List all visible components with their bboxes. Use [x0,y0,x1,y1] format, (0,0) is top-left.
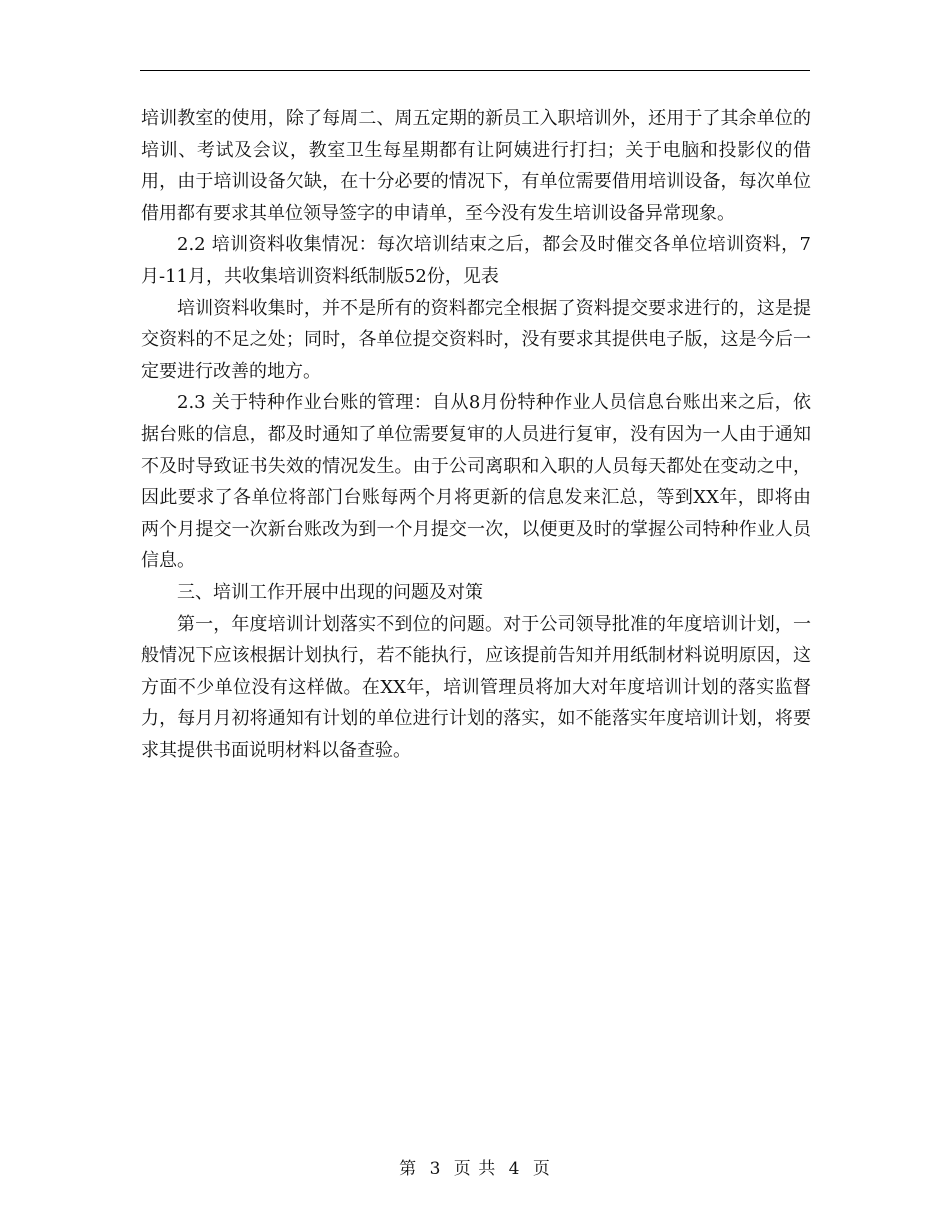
section-heading-problems: 三、培训工作开展中出现的问题及对策 [177,581,483,603]
paragraph-material-shortcomings: 培训资料收集时，并不是所有的资料都完全根据了资料提交要求进行的，这是提交资料的不足之处；同时，各单位提交资料时，没有要求其提供电子版，这是今后一定要进行改善的地方。 [141,297,811,382]
total-page-count: 4 [508,1159,521,1179]
paragraph-classroom-usage: 培训教室的使用，除了每周二、周五定期的新员工入职培训外，还用于了其余单位的培训、考试及会议，教室卫生每星期都有让阿姨进行打扫；关于电脑和投影仪的借用，由于培训设备欠缺，在十分必要的情况下，有单位需要借用培训设备，每次单位借用都有要求其单位领导签字的申请单，至今没有发生培训设备异常现象。 [141,108,811,224]
paragraph-special-operations-ledger: 2.3 关于特种作业台账的管理：自从8月份特种作业人员信息台账出来之后，依据台账的信息，都及时通知了单位需要复审的人员进行复审，没有因为一人由于通知不及时导致证书失效的情况发生。由于公司离职和入职的人员每天都处在变动之中，因此要求了各单位将部门台账每两个月将更新的信息发来汇总，等到XX年，即将由两个月提交一次新台账改为到一个月提交一次，以便更及时的掌握公司特种作业人员信息。 [141,392,811,572]
footer-middle: 页 共 [453,1159,497,1179]
paragraph-annual-plan-issue: 第一，年度培训计划落实不到位的问题。对于公司领导批准的年度培训计划，一般情况下应该根据计划执行，若不能执行，应该提前告知并用纸制材料说明原因，这方面不少单位没有这样做。在XX年，培训管理员将加大对年度培训计划的落实监督力，每月月初将通知有计划的单位进行计划的落实，如不能落实年度培训计划，将要求其提供书面说明材料以备查验。 [141,613,811,761]
page-footer [0,1154,950,1179]
header-rule [140,70,810,71]
document-body [141,103,811,766]
paragraph-material-collection: 2.2 培训资料收集情况：每次培训结束之后，都会及时催交各单位培训资料，7月-11月，共收集培训资料纸制版52份，见表 [141,234,811,287]
footer-prefix: 第 [399,1159,418,1179]
footer-suffix: 页 [532,1159,551,1179]
current-page-number: 3 [429,1159,442,1179]
